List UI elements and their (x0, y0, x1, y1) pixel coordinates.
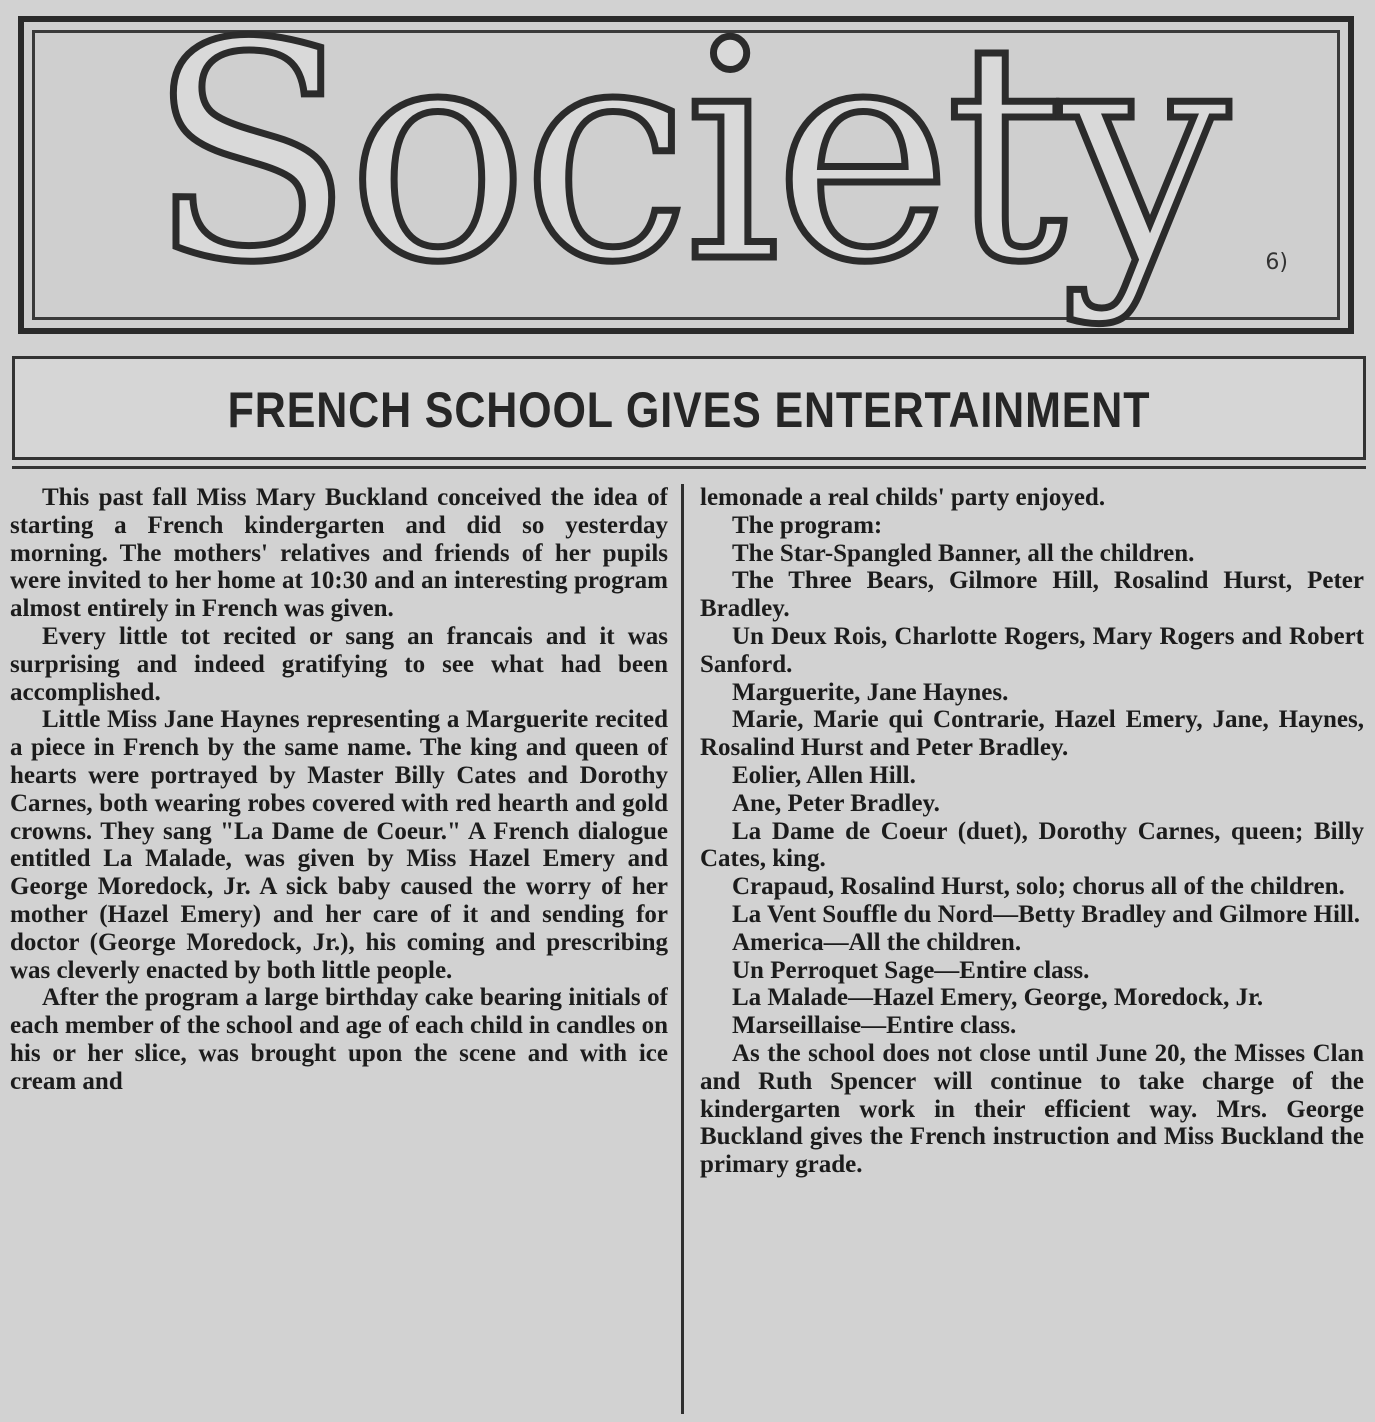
paragraph: After the program a large birthday cake bearing initials of each member of the school and age of each child in candles on his or her slice, was brought upon the scene and with ice cream and (10, 984, 668, 1095)
program-heading: The program: (732, 511, 883, 539)
program-item: La Malade—Hazel Emery, George, Moredock, Jr. (732, 984, 1264, 1012)
program-item: Ane, Peter Bradley. (732, 789, 940, 817)
program-item: Marseillaise—Entire class. (732, 1012, 1017, 1040)
paragraph: Every little tot recited or sang an francais and it was surprising and indeed gratifying to see what had been accomplished. (10, 622, 668, 706)
program-item: Crapaud, Rosalind Hurst, solo; chorus all of the children. (732, 873, 1345, 901)
section-title: Society (148, 0, 1224, 328)
program-item: America—All the children. (732, 928, 1022, 956)
program-item: Marguerite, Jane Haynes. (732, 678, 1009, 706)
program-item: Eolier, Allen Hill. (732, 761, 916, 789)
print-mark: 6) (1265, 250, 1288, 275)
program-item: The Three Bears, Gilmore Hill, Rosalind Hurst, Peter Bradley. (700, 567, 1364, 623)
column-divider (681, 484, 684, 1414)
paragraph: lemonade a real childs' party enjoyed. (700, 484, 1106, 511)
program-item: La Dame de Coeur (duet), Dorothy Carnes, queen; Billy Cates, king. (700, 817, 1364, 873)
article-headline: FRENCH SCHOOL GIVES ENTERTAINMENT (227, 382, 1151, 438)
column-top-rule (12, 466, 1366, 469)
right-column (700, 484, 1364, 1414)
paragraph: This past fall Miss Mary Buckland conceived the idea of starting a French kindergarten and did so yesterday morning. The mothers' relatives and friends of her pupils were invited to her home at 10:30 and an interesting program almost entirely in French was given. (10, 484, 668, 623)
paragraph: As the school does not close until June 20, the Misses Clan and Ruth Spencer will continue to take charge of the kindergarten work in their efficient way. Mrs. George Buckland gives the French instruction and Miss Buckland the primary grade. (700, 1039, 1364, 1179)
program-item: Un Deux Rois, Charlotte Rogers, Mary Rogers and Robert Sanford. (700, 622, 1364, 678)
headline-box (12, 356, 1366, 460)
left-column (10, 484, 668, 1414)
program-item: Marie, Marie qui Contrarie, Hazel Emery, Jane, Haynes, Rosalind Hurst and Peter Bradley. (700, 706, 1364, 762)
program-item: The Star-Spangled Banner, all the children. (732, 539, 1195, 567)
program-item: Un Perroquet Sage—Entire class. (732, 956, 1090, 984)
program-item: La Vent Souffle du Nord—Betty Bradley and Gilmore Hill. (732, 900, 1361, 928)
masthead (18, 0, 1354, 334)
paragraph: Little Miss Jane Haynes representing a Marguerite recited a piece in French by the same name. The king and queen of hearts were portrayed by Master Billy Cates and Dorothy Carnes, both wearing robes covered with red hearth and gold crowns. They sang "La Dame de Coeur." A French dialogue entitled La Malade, was given by Miss Hazel Emery and George Moredock, Jr. A sick baby caused the worry of her mother (Hazel Emery) and her care of it and sending for doctor (George Moredock, Jr.), his coming and prescribing was cleverly enacted by both little people. (10, 706, 668, 984)
